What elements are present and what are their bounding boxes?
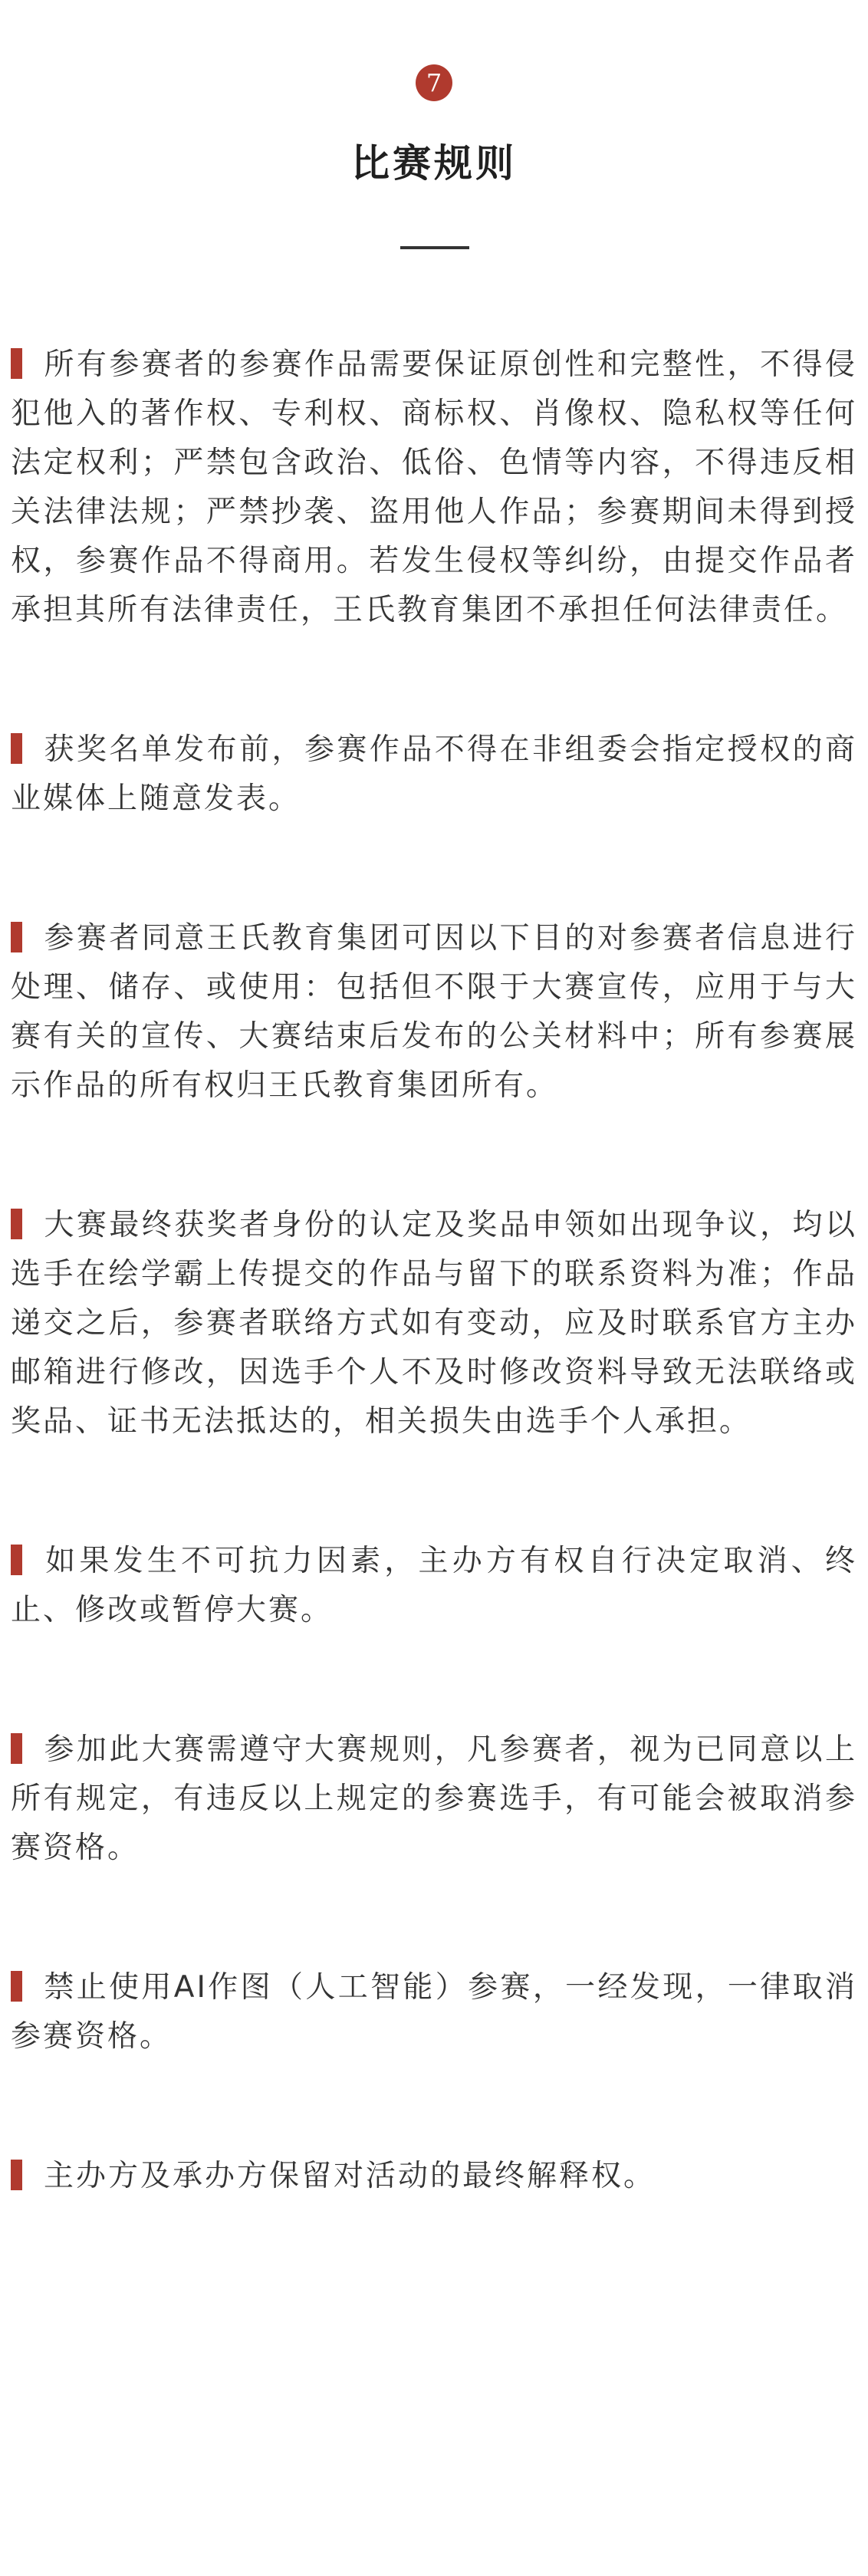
rule-text: 参加此大赛需遵守大赛规则，凡参赛者，视为已同意以上所有规定，有违反以上规定的参赛选手，有可能会被取消参赛资格。 <box>11 1732 857 1865</box>
rules-list <box>11 341 857 2291</box>
bullet-marker-icon <box>11 733 22 764</box>
rule-item <box>11 2152 857 2201</box>
rule-item <box>11 914 857 1110</box>
rule-text: 大赛最终获奖者身份的认定及奖品申领如出现争议，均以选手在绘学霸上传提交的作品与留下的联系资料为准；作品递交之后，参赛者联络方式如有变动，应及时联系官方主办邮箱进行修改，因选手个人不及时修改资料导致无法联络或奖品、证书无法抵达的，相关损失由选手个人承担。 <box>11 1208 857 1439</box>
rule-item <box>11 1726 857 1873</box>
bullet-marker-icon <box>11 1971 22 2002</box>
bullet-marker-icon <box>11 1733 22 1764</box>
rule-text: 主办方及承办方保留对活动的最终解释权。 <box>44 2159 656 2193</box>
section-number-badge: 7 <box>416 64 452 101</box>
rule-item <box>11 341 857 635</box>
rule-text: 参赛者同意王氏教育集团可因以下目的对参赛者信息进行处理、储存、或使用：包括但不限于大赛宣传，应用于与大赛有关的宣传、大赛结束后发布的公关材料中；所有参赛展示作品的所有权归王氏教育集团所有。 <box>11 921 857 1103</box>
bullet-marker-icon <box>11 348 22 379</box>
title-underline <box>400 246 469 249</box>
rule-item <box>11 725 857 824</box>
section-title: 比赛规则 <box>351 141 517 186</box>
rule-item <box>11 1201 857 1446</box>
bullet-marker-icon <box>11 2160 22 2190</box>
bullet-marker-icon <box>11 922 22 952</box>
rule-text: 如果发生不可抗力因素，主办方有权自行决定取消、终止、修改或暂停大赛。 <box>11 1544 857 1627</box>
rule-item <box>11 1963 857 2061</box>
rule-text: 所有参赛者的参赛作品需要保证原创性和完整性，不得侵犯他入的著作权、专利权、商标权、肖像权、隐私权等任何法定权利；严禁包含政治、低俗、色情等内容，不得违反相关法律法规；严禁抄袭、盗用他人作品；参赛期间未得到授权，参赛作品不得商用。若发生侵权等纠纷，由提交作品者承担其所有法律责任，王氏教育集团不承担任何法律责任。 <box>11 347 857 627</box>
bullet-marker-icon <box>11 1545 22 1575</box>
bullet-marker-icon <box>11 1209 22 1239</box>
rule-text: 禁止使用AI作图（人工智能）参赛，一经发现，一律取消参赛资格。 <box>11 1970 857 2054</box>
rule-item <box>11 1537 857 1635</box>
rule-text: 获奖名单发布前，参赛作品不得在非组委会指定授权的商业媒体上随意发表。 <box>11 732 857 816</box>
